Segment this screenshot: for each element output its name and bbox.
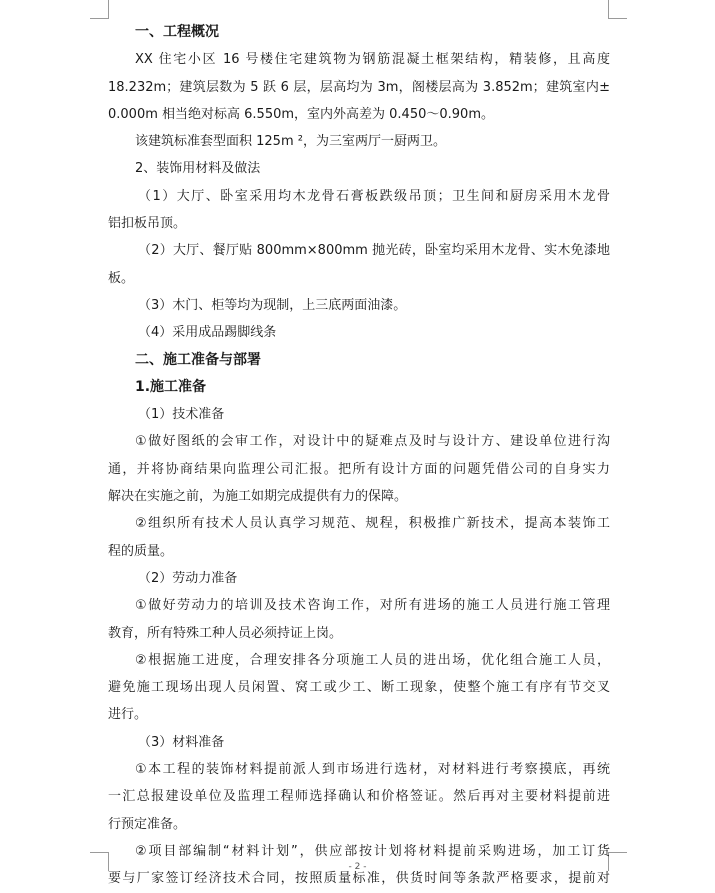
- paragraph-line: 行预定准备。: [108, 816, 187, 832]
- paragraph-line: 板。: [108, 270, 135, 286]
- paragraph-line: 避免施工现场出现人员闲置、窝工或少工、断工现象，使整个施工有序有节交叉: [108, 680, 610, 696]
- subheading-material-prep: （3）材料准备: [138, 734, 225, 750]
- paragraph-line: ①做好图纸的会审工作，对设计中的疑难点及时与设计方、建设单位进行沟: [135, 434, 610, 450]
- paragraph-line: 该建筑标准套型面积 125m ²，为三室两厅一厨两卫。: [135, 134, 446, 150]
- subheading-technical-prep: （1）技术准备: [138, 407, 225, 423]
- crop-mark-top-left: [90, 0, 109, 19]
- document-body: [108, 19, 610, 893]
- paragraph-line: ②项目部编制“材料计划”，供应部按计划将材料提前采购进场，加工订货: [135, 843, 610, 859]
- subheading-construction-prep: 1.施工准备: [135, 378, 207, 395]
- paragraph-line: 18.232m；建筑层数为 5 跃 6 层，层高均为 3m，阁楼层高为 3.852m；建筑室内±: [108, 79, 610, 95]
- subheading-materials: 2、装饰用材料及做法: [135, 161, 261, 177]
- paragraph-line: 进行。: [108, 707, 148, 723]
- paragraph-line: 要与厂家签订经济技术合同，按照质量标准，供货时间等条款严格要求，提前对: [108, 871, 610, 887]
- paragraph-line: 0.000m 相当绝对标高 6.550m，室内外高差为 0.450～0.90m。: [108, 106, 494, 122]
- crop-mark-top-right: [608, 0, 627, 19]
- paragraph-line: ②根据施工进度，合理安排各分项施工人员的进出场，优化组合施工人员，: [135, 652, 610, 668]
- paragraph-line: （1）大厅、卧室采用均木龙骨石膏板跌级吊顶；卫生间和厨房采用木龙骨: [138, 188, 610, 204]
- subheading-labor-prep: （2）劳动力准备: [138, 570, 238, 586]
- paragraph-line: 铝扣板吊顶。: [108, 216, 187, 232]
- paragraph-line: ②组织所有技术人员认真学习规范、规程，积极推广新技术，提高本装饰工: [135, 516, 610, 532]
- paragraph-line: 解决在实施之前，为施工如期完成提供有力的保障。: [108, 489, 408, 505]
- paragraph-line: 通，并将协商结果向监理公司汇报。把所有设计方面的问题凭借公司的自身实力: [108, 461, 610, 477]
- paragraph-line: 程的质量。: [108, 543, 174, 559]
- paragraph-line: ①本工程的装饰材料提前派人到市场进行选材，对材料进行考察摸底，再统: [135, 762, 610, 778]
- section-heading-preparation: 二、施工准备与部署: [135, 351, 261, 368]
- paragraph-line: 一汇总报建设单位及监理工程师选择确认和价格签证。然后再对主要材料提前进: [108, 789, 610, 805]
- paragraph-line: 教育，所有特殊工种人员必须持证上岗。: [108, 625, 343, 641]
- paragraph-line: ①做好劳动力的培训及技术咨询工作，对所有进场的施工人员进行施工管理: [135, 598, 610, 614]
- page-number: - 2 -: [348, 862, 367, 872]
- paragraph-line: （4）采用成品踢脚线条: [138, 325, 277, 341]
- paragraph-line: （2）大厅、餐厅贴 800mm×800mm 抛光砖，卧室均采用木龙骨、实木免漆地: [138, 243, 610, 259]
- paragraph-line: XX 住宅小区 16 号楼住宅建筑物为钢筋混凝土框架结构，精装修，且高度: [135, 52, 610, 68]
- paragraph-line: （3）木门、柜等均为现制，上三底两面油漆。: [138, 297, 407, 313]
- section-heading-overview: 一、工程概况: [135, 24, 219, 40]
